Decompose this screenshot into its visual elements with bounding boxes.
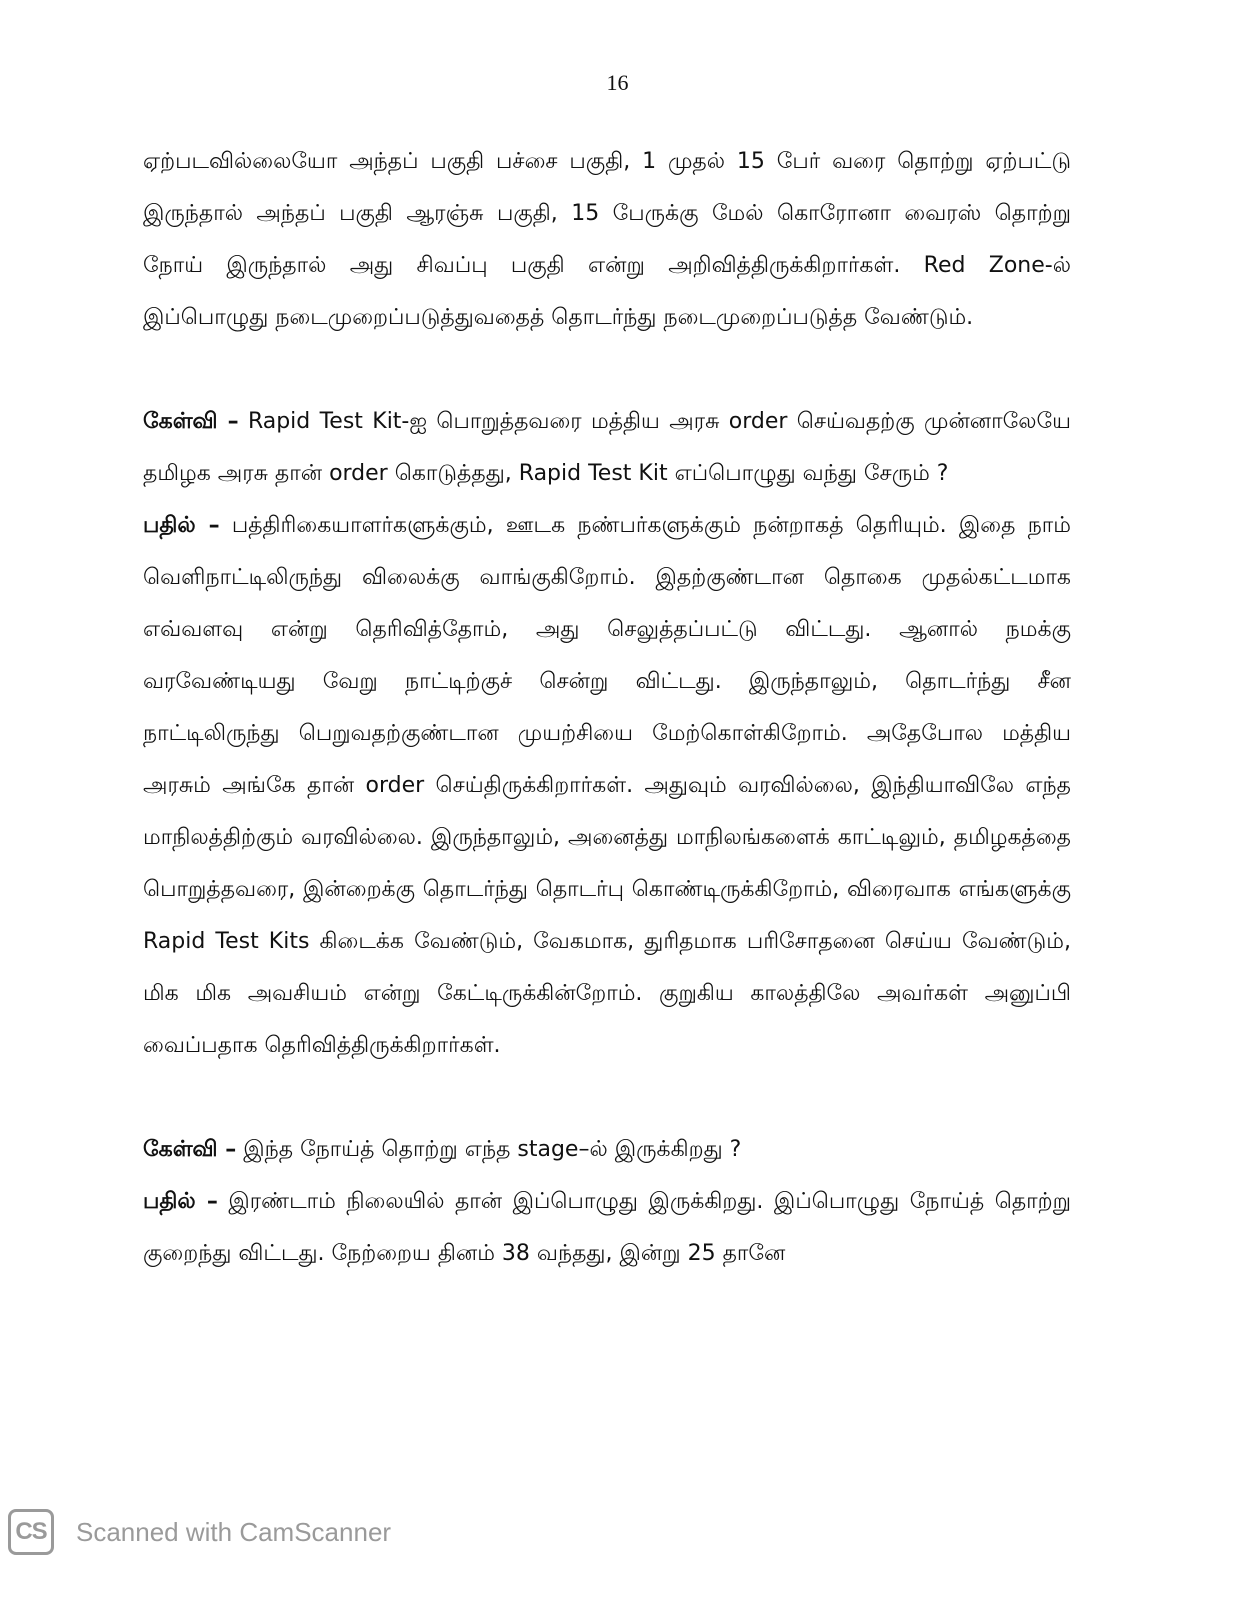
camscanner-caption: Scanned with CamScanner: [76, 1516, 392, 1547]
answer-label: பதில் –: [143, 1189, 218, 1214]
answer-paragraph: [143, 500, 1071, 1072]
question-paragraph: [143, 396, 1071, 500]
page-number: 16: [606, 70, 629, 95]
camscanner-logo-icon: CS: [8, 1509, 54, 1555]
camscanner-watermark: [8, 1507, 391, 1557]
answer-paragraph: [143, 1176, 1071, 1280]
paragraph-intro: [143, 136, 1071, 344]
question-text: இந்த நோய்த் தொற்று எந்த stage–ல் இருக்கிறது ?: [243, 1137, 742, 1162]
document-body: [143, 136, 1071, 1280]
answer-label: பதில் –: [143, 513, 220, 538]
paragraph-text: ஏற்படவில்லையோ அந்தப் பகுதி பச்சை பகுதி, 1 முதல் 15 பேர் வரை தொற்று ஏற்பட்டு இருந்தால் அந்தப் பகுதி ஆரஞ்சு பகுதி, 15 பேருக்கு மேல் கொரோனா வைரஸ் தொற்று நோய் இருந்தால் அது சிவப்பு பகுதி என்று அறிவித்திருக்கிறார்கள். Red Zone-ல் இப்பொழுது நடைமுறைப்படுத்துவதைத் தொடர்ந்து நடைமுறைப்படுத்த வேண்டும்.: [143, 149, 1071, 330]
question-paragraph: [143, 1124, 1071, 1176]
question-label: கேள்வி –: [143, 1137, 237, 1162]
section-gap: [143, 344, 1071, 396]
answer-text: இரண்டாம் நிலையில் தான் இப்பொழுது இருக்கிறது. இப்பொழுது நோய்த் தொற்று குறைந்து விட்டது. நேற்றைய தினம் 38 வந்தது, இன்று 25 தானே: [143, 1189, 1072, 1266]
answer-text: பத்திரிகையாளர்களுக்கும், ஊடக நண்பர்களுக்கும் நன்றாகத் தெரியும். இதை நாம் வெளிநாட்டிலிருந்து விலைக்கு வாங்குகிறோம். இதற்குண்டான தொகை முதல்கட்டமாக எவ்வளவு என்று தெரிவித்தோம், அது செலுத்தப்பட்டு விட்டது. ஆனால் நமக்கு வரவேண்டியது வேறு நாட்டிற்குச் சென்று விட்டது. இருந்தாலும், தொடர்ந்து சீன நாட்டிலிருந்து பெறுவதற்குண்டான முயற்சியை மேற்கொள்கிறோம். அதேபோல மத்திய அரசும் அங்கே தான் order செய்திருக்கிறார்கள். அதுவும் வரவில்லை, இந்தியாவிலே எந்த மாநிலத்திற்கும் வரவில்லை. இருந்தாலும், அனைத்து மாநிலங்களைக் காட்டிலும், தமிழகத்தை பொறுத்தவரை, இன்றைக்கு தொடர்ந்து தொடர்பு கொண்டிருக்கிறோம், விரைவாக எங்களுக்கு Rapid Test Kits கிடைக்க வேண்டும், வேகமாக, துரிதமாக பரிசோதனை செய்ய வேண்டும், மிக மிக அவசியம் என்று கேட்டிருக்கின்றோம். குறுகிய காலத்திலே அவர்கள் அனுப்பி வைப்பதாக தெரிவித்திருக்கிறார்கள்.: [143, 513, 1071, 1058]
question-text: Rapid Test Kit-ஐ பொறுத்தவரை மத்திய அரசு order செய்வதற்கு முன்னாலேயே தமிழக அரசு தான் order கொடுத்தது, Rapid Test Kit எப்பொழுது வந்து சேரும் ?: [143, 409, 1072, 486]
question-label: கேள்வி –: [143, 409, 239, 434]
section-gap: [143, 1072, 1071, 1124]
